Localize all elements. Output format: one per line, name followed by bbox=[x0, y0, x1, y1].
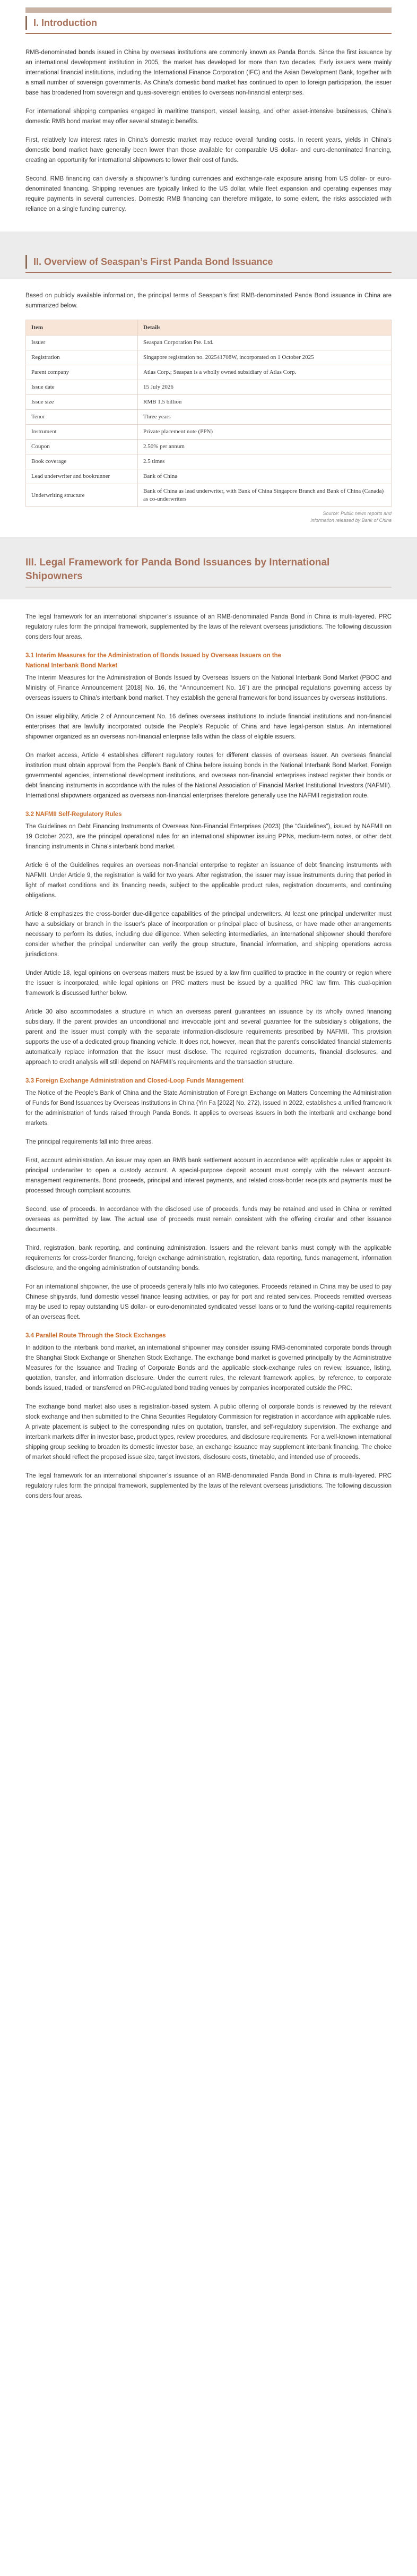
table-cell-item: Tenor bbox=[26, 410, 138, 425]
intro-paragraph-3: First, relatively low interest rates in China’s domestic market may reduce overall funding costs. In recent years, yields in China’s domestic bond market have generally been lower than those available for comparable US dollar- and euro-denominated financing, creating an opportunity for international shipowners to lower their cost of funds. bbox=[25, 137, 392, 164]
subsection-3-1-heading-line-2: National Interbank Bond Market bbox=[25, 663, 118, 669]
table-cell-item: Coupon bbox=[26, 440, 138, 454]
table-row bbox=[26, 425, 392, 440]
paragraph-3-3-f: For an international shipowner, the use of proceeds generally falls into two categories. Proceeds retained in China may be used to pay Chinese shipyards, fund domestic vessel finance leasing activities, or pay for port and related services. Proceeds remitted overseas may be used to repay outstanding US dollar- or euro-denominated syndicated vessel loans or to fund the working-capital requirements of an overseas fleet. bbox=[25, 1284, 392, 1320]
table-cell-details: 2.5 times bbox=[138, 454, 392, 469]
table-cell-details: 2.50% per annum bbox=[138, 440, 392, 454]
table-row bbox=[26, 440, 392, 454]
section-3-title bbox=[25, 556, 392, 583]
table-row bbox=[26, 469, 392, 484]
subsection-3-1-heading bbox=[25, 651, 392, 671]
section-3-title-line-2: Shipowners bbox=[25, 571, 83, 582]
table-row bbox=[26, 454, 392, 469]
table-cell-item: Instrument bbox=[26, 425, 138, 440]
paragraph-3-1-b: On issuer eligibility, Article 2 of Announcement No. 16 defines overseas institutions to include financial institutions and non-financial enterprises that are lawfully incorporated outside the People’s Republic of China and have legal-person status. An international shipowner organized as an overseas non-financial enterprise falls within the class of eligible issuers. bbox=[25, 714, 392, 740]
table-row bbox=[26, 484, 392, 507]
table-source-line-2: information released by Bank of China bbox=[310, 518, 392, 523]
table-row bbox=[26, 410, 392, 425]
paragraph-3-1-a: The Interim Measures for the Administration of Bonds Issued by Overseas Issuers on the National Interbank Bond Market (PBOC and Ministry of Finance Announcement [2018] No. 16, the “Announcement No. 16”) are the principal regulations governing access by overseas issuers to China’s interbank bond market. They establish the general framework for bond issuances by overseas institutions. bbox=[25, 675, 392, 701]
paragraph-3-3-b: The principal requirements fall into three areas. bbox=[25, 1139, 153, 1145]
subsection-3-1-heading-line-1: 3.1 Interim Measures for the Administration of Bonds Issued by Overseas Issuers on the bbox=[25, 652, 282, 659]
table-cell-details: Atlas Corp.; Seaspan is a wholly owned subsidiary of Atlas Corp. bbox=[138, 365, 392, 380]
table-row bbox=[26, 365, 392, 380]
paragraph-3-3-d: Second, use of proceeds. In accordance with the disclosed use of proceeds, funds may be retained and used in China or remitted overseas as permitted by law. The actual use of proceeds must remain consistent with the offering circular and other issuance documents. bbox=[25, 1206, 392, 1233]
table-cell-item: Lead underwriter and bookrunner bbox=[26, 469, 138, 484]
table-source-note bbox=[25, 510, 392, 524]
issuance-terms-table bbox=[25, 320, 392, 507]
table-source-line-1: Source: Public news reports and bbox=[323, 511, 392, 516]
table-cell-item: Underwriting structure bbox=[26, 484, 138, 507]
table-cell-item: Issue date bbox=[26, 380, 138, 395]
section-1-divider bbox=[25, 33, 392, 34]
top-accent-bar bbox=[25, 7, 392, 13]
intro-paragraph-2: For international shipping companies engaged in maritime transport, vessel leasing, and other asset-intensive businesses, China’s domestic RMB bond market may offer several strategic benefits. bbox=[25, 108, 392, 125]
subsection-3-2-heading: 3.2 NAFMII Self-Regulatory Rules bbox=[25, 811, 122, 818]
section-1-header bbox=[25, 16, 392, 34]
section-2-divider bbox=[25, 272, 392, 273]
table-cell-item: Book coverage bbox=[26, 454, 138, 469]
section-2-title: II. Overview of Seaspan’s First Panda Bond Issuance bbox=[25, 255, 392, 269]
paragraph-3-2-e: Article 30 also accommodates a structure in which an overseas parent guarantees an issuance by its wholly owned financing subsidiary. If the parent provides an unconditional and irrevocable joint and several guarantee for the subsidiary’s obligations, the parent and the issuer must comply with the separate information-disclosure requirements prescribed by NAFMII. This provision supports the use of a dedicated group financing vehicle. It does not, however, mean that the parent’s consolidated financial statements automatically replace information that the issuer must disclose. The required registration documents, financial disclosures, and approach to credit analysis will still depend on NAFMII’s requirements and the transaction structure. bbox=[25, 1009, 392, 1066]
section-3-title-line-1: III. Legal Framework for Panda Bond Issuances by International bbox=[25, 557, 330, 568]
section-3-divider bbox=[25, 587, 392, 588]
paragraph-3-3-c: First, account administration. An issuer may open an RMB bank settlement account in accordance with applicable rules or appoint its principal underwriter to open a custody account. A special-purpose deposit account must comply with the relevant account-management requirements. Bond proceeds, principal and interest payments, and related cross-border receipts and payments must be processed through compliant accounts. bbox=[25, 1157, 392, 1194]
table-cell-item: Issue size bbox=[26, 395, 138, 410]
section-3-banner bbox=[0, 537, 417, 599]
table-cell-details: Seaspan Corporation Pte. Ltd. bbox=[138, 336, 392, 350]
paragraph-3-4-c: The legal framework for an international shipowner’s issuance of an RMB-denominated Panda Bond in China is multi-layered. PRC regulatory rules form the principal framework, supplemented by the laws of the relevant overseas jurisdictions. The following discussion considers four areas. bbox=[25, 1473, 392, 1499]
table-header-item: Item bbox=[26, 320, 138, 336]
subsection-3-4-heading: 3.4 Parallel Route Through the Stock Exchanges bbox=[25, 1333, 166, 1339]
paragraph-3-2-a: The Guidelines on Debt Financing Instruments of Overseas Non-Financial Enterprises (2023) (the “Guidelines”), issued by NAFMII on 19 October 2023, are the principal operational rules for an international shipowner issuing PPNs, medium-term notes, or other debt financing instruments in China’s interbank bond market. bbox=[25, 823, 392, 850]
paragraph-3-4-a: In addition to the interbank bond market, an international shipowner may consider issuing RMB-denominated corporate bonds through the Shanghai Stock Exchange or Shenzhen Stock Exchange. The exchange bond market is governed principally by the Administrative Measures for the Issuance and Trading of Corporate Bonds and the applicable stock-exchange rules on review, issuance, listing, quotation, transfer, and information disclosure. Under the current rules, the relevant framework applies, by reference, to corporate bonds issued, traded, or transferred on PRC-regulated bond trading venues by companies incorporated outside the PRC. bbox=[25, 1345, 392, 1392]
paragraph-3-2-d: Under Article 18, legal opinions on overseas matters must be issued by a law firm qualified to practice in the country or region where the issuer is incorporated, while legal opinions on PRC matters must be issued by a qualified PRC law firm. This dual-opinion framework is discussed further below. bbox=[25, 970, 392, 997]
paragraph-3-2-b: Article 6 of the Guidelines requires an overseas non-financial enterprise to register an issuance of debt financing instruments with NAFMII. Under Article 9, the registration is valid for two years. After registration, the issuer may issue instruments during that period in light of market conditions and its financing needs, subject to the applicable product rules, registration documents, and continuing obligations. bbox=[25, 862, 392, 899]
table-cell-details: Three years bbox=[138, 410, 392, 425]
table-cell-details: Bank of China as lead underwriter, with Bank of China Singapore Branch and Bank of China (Canada) as co-underwriters bbox=[138, 484, 392, 507]
paragraph-3-3-a: The Notice of the People’s Bank of China and the State Administration of Foreign Exchange on Matters Concerning the Administration of Funds for Bond Issuances by Overseas Institutions in China (Yin Fa [2022] No. 272), issued in 2022, establishes a unified framework for the administration of funds raised through Panda Bonds. It applies to overseas issuers in both the interbank and exchange bond markets. bbox=[25, 1090, 392, 1127]
table-cell-item: Parent company bbox=[26, 365, 138, 380]
table-cell-details: RMB 1.5 billion bbox=[138, 395, 392, 410]
table-row bbox=[26, 336, 392, 350]
table-row bbox=[26, 350, 392, 365]
paragraph-3-2-c: Article 8 emphasizes the cross-border due-diligence capabilities of the principal underwriters. At least one principal underwriter must have a subsidiary or branch in the issuer’s place of incorporation or principal place of business, or have made other arrangements necessary to perform its duties, including due diligence. When selecting intermediaries, an international shipowner should therefore consider whether the principal underwriter can verify the group structure, financial information, and shipping operations across jurisdictions. bbox=[25, 911, 392, 958]
section-3-intro: The legal framework for an international shipowner’s issuance of an RMB-denominated Panda Bond in China is multi-layered. PRC regulatory rules form the principal framework, supplemented by the laws of the relevant overseas jurisdictions. The following discussion considers four areas. bbox=[25, 614, 392, 640]
intro-paragraph-4: Second, RMB financing can diversify a shipowner’s funding currencies and exchange-rate exposure arising from US dollar- or euro-denominated financing. Shipping revenues are typically linked to the US dollar, while fleet expansion and operating expenses may require payments in several currencies. Domestic RMB financing can therefore mitigate, to some extent, the risks associated with reliance on a single funding currency. bbox=[25, 176, 392, 212]
table-header-details: Details bbox=[138, 320, 392, 336]
section-2-banner bbox=[0, 231, 417, 279]
table-cell-item: Issuer bbox=[26, 336, 138, 350]
subsection-3-3-heading: 3.3 Foreign Exchange Administration and Closed-Loop Funds Management bbox=[25, 1078, 244, 1084]
paragraph-3-4-b: The exchange bond market also uses a registration-based system. A public offering of corporate bonds is reviewed by the relevant stock exchange and then submitted to the China Securities Regulatory Commission for registration in accordance with applicable rules. A private placement is subject to the corresponding rules on quotation, transfer, and self-regulatory supervision. The exchange and interbank markets differ in investor base, product types, review procedures, and disclosure requirements. For a well-known international shipping group seeking to broaden its domestic investor base, an exchange issuance may supplement interbank financing. The choice of market should reflect the proposed issue size, target investors, disclosure costs, timetable, and intended use of proceeds. bbox=[25, 1404, 392, 1461]
paragraph-3-1-c: On market access, Article 4 establishes different regulatory routes for different classes of overseas issuer. An overseas financial institution must obtain approval from the People’s Bank of China before issuing bonds in the National Interbank Bond Market. Foreign governmental agencies, international development institutions, and overseas non-financial enterprises instead register their bonds or debt financing instruments in accordance with the rules of the National Association of Financial Market Institutional Investors (NAFMII). International shipowners organized as overseas non-financial enterprises therefore generally use the NAFMII registration route. bbox=[25, 752, 392, 799]
table-cell-item: Registration bbox=[26, 350, 138, 365]
table-cell-details: Bank of China bbox=[138, 469, 392, 484]
table-cell-details: 15 July 2026 bbox=[138, 380, 392, 395]
section-2-intro: Based on publicly available information, the principal terms of Seaspan’s first RMB-denominated Panda Bond issuance in China are summarized below. bbox=[25, 293, 392, 309]
section-1-title: I. Introduction bbox=[25, 16, 392, 30]
intro-paragraph-1: RMB-denominated bonds issued in China by overseas institutions are commonly known as Panda Bonds. Since the first issuance by an international development institution in 2005, the market has developed for more than two decades. Early issuers were mainly international financial institutions, including the International Finance Corporation (IFC) and the Asian Development Bank, together with a small number of sovereign governments. As China’s domestic bond market has continued to open to foreign participation, the issuer base has broadened from sovereign and quasi-sovereign entities to overseas non-financial enterprises. bbox=[25, 49, 392, 96]
table-row bbox=[26, 380, 392, 395]
table-header-row bbox=[26, 320, 392, 336]
paragraph-3-3-e: Third, registration, bank reporting, and continuing administration. Issuers and the relevant banks must comply with the applicable requirements for cross-border financing, foreign exchange administration, registration, data reporting, funds management, information disclosure, and the ongoing administration of outstanding bonds. bbox=[25, 1245, 392, 1272]
table-cell-details: Singapore registration no. 202541708W, incorporated on 1 October 2025 bbox=[138, 350, 392, 365]
table-cell-details: Private placement note (PPN) bbox=[138, 425, 392, 440]
table-row bbox=[26, 395, 392, 410]
